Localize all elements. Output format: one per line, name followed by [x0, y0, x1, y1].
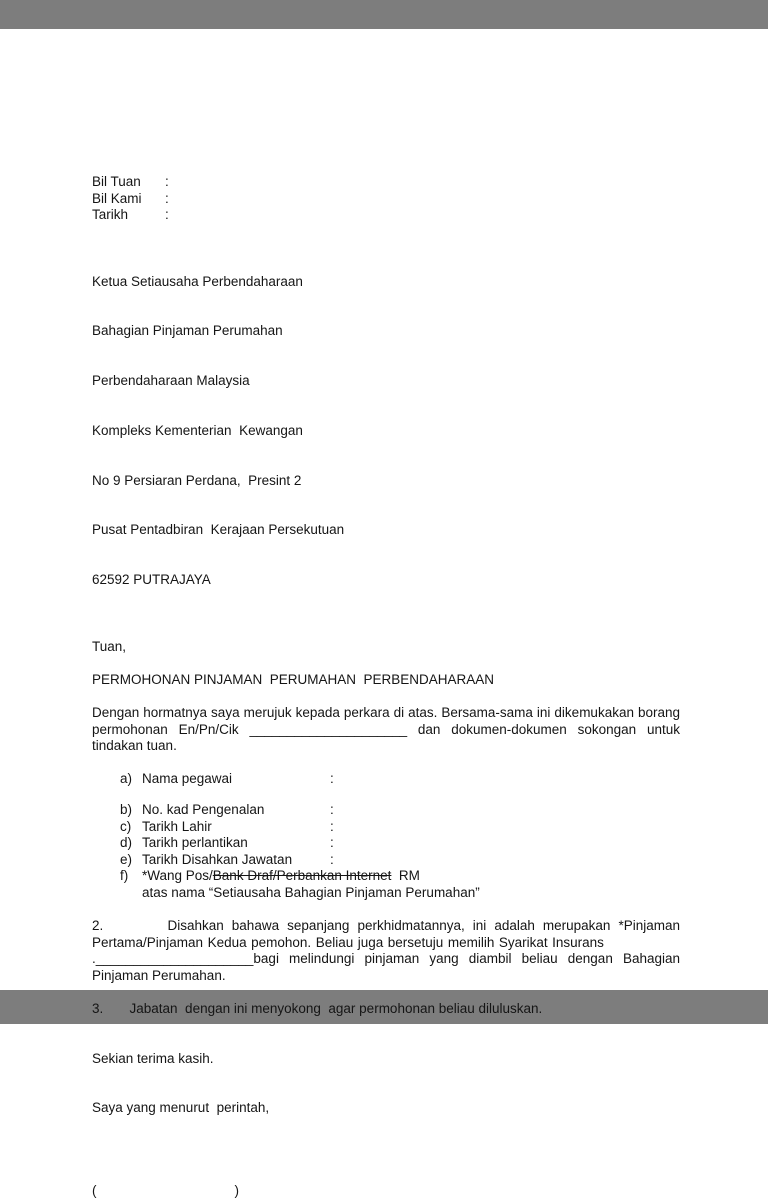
item-letter: d) — [120, 835, 133, 851]
address-line: Kompleks Kementerian Kewangan — [92, 422, 303, 438]
signature-open-paren: ( — [92, 1182, 97, 1198]
page-frame-top — [0, 0, 768, 29]
ref-label: Bil Tuan — [92, 174, 141, 189]
signature-close-paren: ) — [234, 1182, 239, 1198]
address-line: Bahagian Pinjaman Perumahan — [92, 323, 283, 339]
item-label: Tarikh Disahkan Jawatan — [142, 851, 293, 867]
paragraph-1: Dengan hormatnya saya merujuk kepada perkara di atas. Bersama-sama ini dikemukakan borang permohonan En/Pn/Cik _____________________ dan dokumen-dokumen sokongan untuk tindakan tuan. — [92, 705, 680, 754]
ref-colon: : — [165, 190, 169, 206]
ref-row-bil-tuan — [92, 174, 680, 191]
paragraph-2: 2. Disahkan bahawa sepanjang perkhidmatannya, ini adalah merupakan *Pinjaman Pertama/Pinjaman Kedua pemohon. Beliau juga bersetuju memilih Syarikat Insurans ._____________________bagi melindungi pinjaman yang diambil beliau dengan Bahagian Pinjaman Perumahan. — [92, 918, 680, 983]
item-f-prefix: *Wang Pos/ — [142, 868, 213, 884]
ref-label: Tarikh — [92, 207, 129, 223]
item-colon: : — [330, 771, 334, 787]
list-item-a — [92, 771, 680, 788]
reference-block — [92, 174, 680, 224]
item-f-struck-text: Bank Draf/Perbankan Internet — [212, 868, 392, 884]
address-line: Pusat Pentadbiran Kerajaan Persekutuan — [92, 522, 345, 538]
item-colon: : — [330, 851, 334, 867]
item-letter: b) — [120, 801, 133, 817]
letter-body — [92, 174, 680, 1199]
item-colon: : — [330, 818, 334, 834]
item-label: Tarikh perlantikan — [142, 835, 248, 851]
item-label: No. kad Pengenalan — [142, 801, 265, 817]
item-letter: f) — [120, 868, 129, 884]
item-label: Nama pegawai — [142, 771, 233, 787]
ref-colon: : — [165, 207, 169, 223]
list-item-c — [92, 819, 680, 836]
salutation: Tuan, — [92, 638, 127, 654]
closing-sign-off: Saya yang menurut perintah, — [92, 1100, 270, 1116]
item-f-continuation: atas nama “Setiausaha Bahagian Pinjaman Perumahan” — [142, 884, 480, 900]
address-line: 62592 PUTRAJAYA — [92, 572, 211, 588]
address-line: No 9 Persiaran Perdana, Presint 2 — [92, 472, 302, 488]
ref-label: Bil Kami — [92, 190, 142, 206]
address-line: Ketua Setiausaha Perbendaharaan — [92, 273, 303, 289]
item-colon: : — [330, 835, 334, 851]
list-item-b — [92, 802, 680, 819]
address-line: Perbendaharaan Malaysia — [92, 373, 250, 389]
item-f-suffix: RM — [391, 868, 420, 884]
ref-row-tarikh — [92, 207, 680, 224]
list-item-f — [92, 868, 680, 885]
item-letter: a) — [120, 771, 133, 787]
signature-line — [92, 1183, 680, 1199]
closing-thanks: Sekian terima kasih. — [92, 1050, 214, 1066]
subject-line: PERMOHONAN PINJAMAN PERUMAHAN PERBENDAHARAAN — [92, 671, 495, 687]
paragraph-3: 3. Jabatan dengan ini menyokong agar permohonan beliau diluluskan. — [92, 1001, 543, 1017]
item-label: Tarikh Lahir — [142, 818, 212, 834]
item-letter: e) — [120, 851, 133, 867]
ref-colon: : — [165, 174, 169, 189]
item-colon: : — [330, 801, 334, 817]
item-letter: c) — [120, 818, 132, 834]
list-item-e — [92, 852, 680, 869]
list-item-d — [92, 835, 680, 852]
detail-list — [92, 771, 680, 901]
recipient-address — [92, 240, 680, 622]
ref-row-bil-kami — [92, 191, 680, 208]
item-f-text — [142, 868, 420, 885]
